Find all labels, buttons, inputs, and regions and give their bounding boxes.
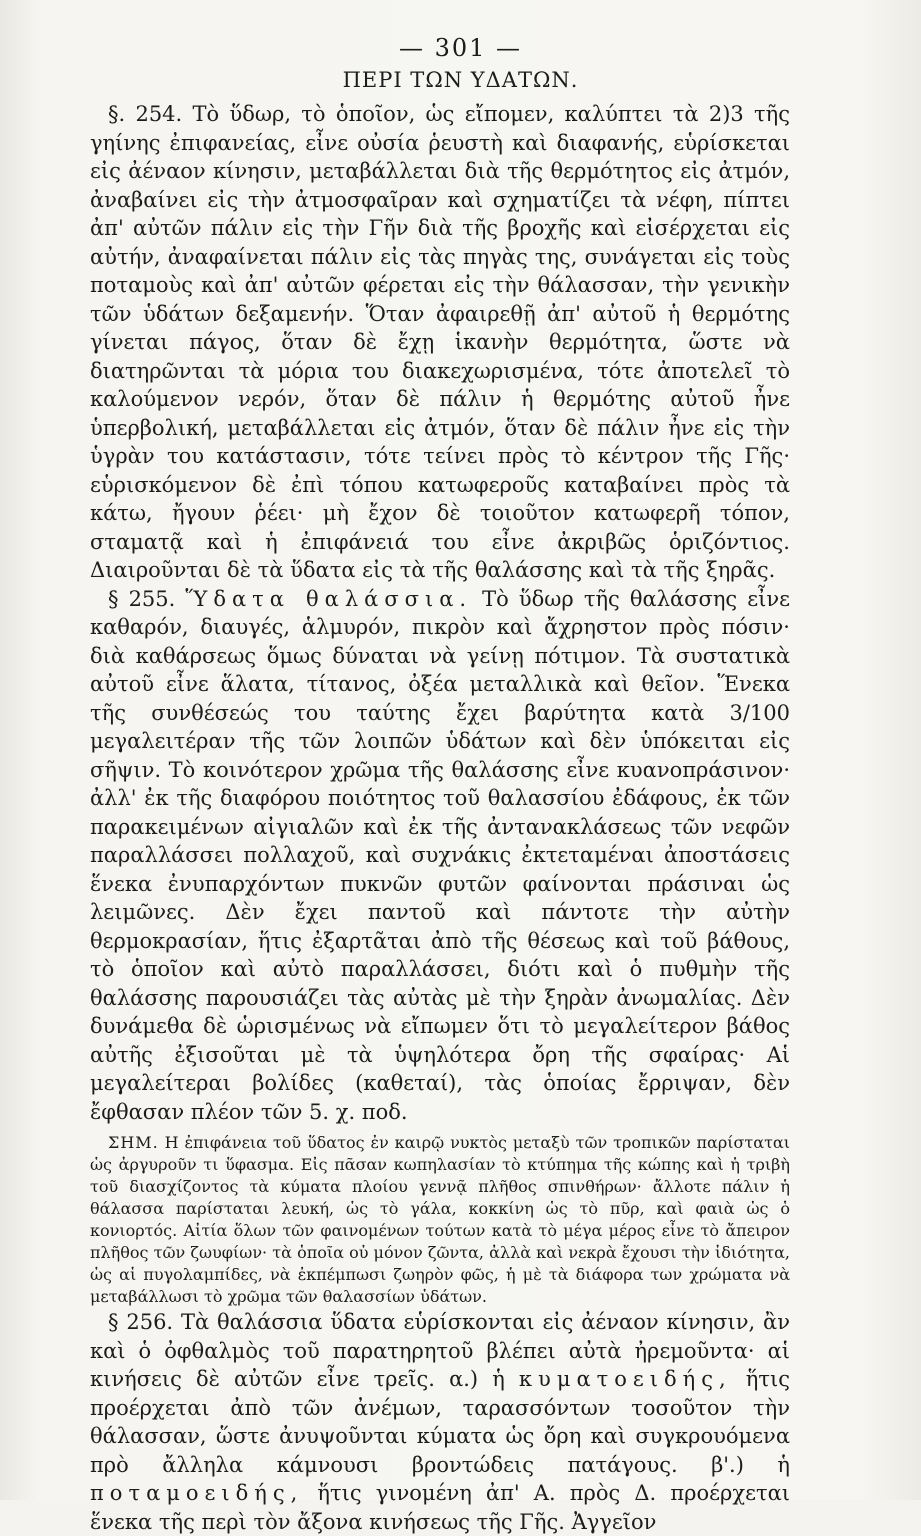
page-body	[90, 100, 790, 1536]
page-number: — 301 —	[398, 34, 523, 62]
paragraph-text: Τὸ ὕδωρ τῆς θαλάσσης εἶνε καθαρόν, διαυγές, ἁλμυρόν, πικρὸν καὶ ἄχρηστον πρὸς πόσιν· διὰ καθάρσεως ὅμως δύναται νὰ γείνῃ πότιμον. Τὰ συστατικὰ αὐτοῦ εἶνε ἅλατα, τίτανος, ὀξέα μεταλλικὰ καὶ θεῖον. Ἕνεκα τῆς συνθέσεώς του ταύτης ἔχει βαρύτητα κατὰ 3/100 μεγαλειτέραν τῆς τῶν λοιπῶν ὑδάτων καὶ δὲν ὑπόκειται εἰς σῆψιν. Τὸ κοινότερον χρῶμα τῆς θαλάσσης εἶνε κυανοπράσινον· ἀλλ' ἐκ τῆς διαφόρου ποιότητος τοῦ θαλασσίου ἐδάφους, ἐκ τῶν παρακειμένων αἰγιαλῶν καὶ ἐκ τῆς ἀντανακλάσεως τῶν νεφῶν παραλλάσσει πολλαχοῦ, καὶ συχνάκις ἐκτεταμέναι ἀποστάσεις ἕνεκα ἐνυπαρχόντων πυκνῶν φυτῶν φαίνονται πράσιναι ὡς λειμῶνες. Δὲν ἔχει παντοῦ καὶ πάντοτε τὴν αὐτὴν θερμοκρασίαν, ἥτις ἐξαρτᾶται ἀπὸ τῆς θέσεως καὶ τοῦ βάθους, τὸ ὁποῖον καὶ αὐτὸ παραλλάσσει, διότι καὶ ὁ πυθμὴν τῆς θαλάσσης παρουσιάζει τὰς αὐτὰς μὲ τὴν ξηρὰν ἀνωμαλίας. Δὲν δυνάμεθα δὲ ὡρισμένως νὰ εἴπωμεν ὅτι τὸ μεγαλείτερον βάθος αὐτῆς ἐξισοῦται μὲ τὰ ὑψηλότερα ὄρη τῆς σφαίρας· Αἱ μεγαλείτεραι βολίδες (καθεταί), τὰς ὁποίας ἔρριψαν, δὲν ἔφθασαν πλέον τῶν 5. χ. ποδ.	[90, 586, 791, 1124]
footnote-text: Η ἐπιφάνεια τοῦ ὕδατος ἐν καιρῷ νυκτὸς μεταξὺ τῶν τροπικῶν παρίσταται ὡς ἀργυροῦν τι ὕφασμα. Εἰς πᾶσαν κωπηλασίαν τὸ κτύπημα τῆς κώπης καὶ ἡ τριβὴ τοῦ διασχίζοντος τὰ κύματα πλοίου γεννᾷ πλῆθος σπινθήρων· ἄλλοτε πάλιν ἡ θάλασσα παρίσταται λευκή, ὡς τὸ γάλα, κοκκίνη ὡς τὸ πῦρ, καὶ φαιὰ ὡς ὁ κονιορτός. Αἰτία ὅλων τῶν φαινομένων τούτων κατὰ τὸ μέγα μέρος εἶνε τὸ ἄπειρον πλῆθος τῶν ζωυφίων· τὰ ὁποῖα οὐ μόνον ζῶντα, ἀλλὰ καὶ νεκρὰ ἔχουσι τὴν ἰδιότητα, ὡς αἱ πυγολαμπίδες, νὰ ἐκπέμπωσι ζωηρὸν φῶς, ἡ μὲ τὰ διάφορα των χρώματα νὰ μεταβάλλωσι τὸ χρῶμα τῶν θαλασσίων ὑδάτων.	[90, 1133, 790, 1306]
spaced-heading: Ὕδατα θαλάσσια.	[185, 586, 473, 611]
footnote-label: ΣΗΜ.	[108, 1133, 159, 1152]
paragraph-lead: § 256. Τὰ θαλάσσια ὕδατα εὑρίσκονται εἰς ἀέναον κίνησιν, ἂν καὶ ὁ ὀφθαλμὸς τοῦ παρατηρητοῦ βλέπει αὐτὰ ἠρεμοῦντα· αἱ κινήσεις δὲ αὐτῶν εἶνε τρεῖς. α.) ἡ	[90, 1310, 790, 1391]
paragraph-254: §. 254. Τὸ ὕδωρ, τὸ ὁποῖον, ὡς εἴπομεν, καλύπτει τὰ 2)3 τῆς γηίνης ἐπιφανείας, εἶνε οὐσία ῥευστὴ καὶ διαφανής, εὑρίσκεται εἰς ἀέναον κίνησιν, μεταβάλλεται διὰ τῆς θερμότητος εἰς ἀτμόν, ἀναβαίνει εἰς τὴν ἀτμοσφαῖραν καὶ σχηματίζει τὰ νέφη, πίπτει ἀπ' αὐτῶν πάλιν εἰς τὴν Γῆν διὰ τῆς βροχῆς καὶ εἰσέρχεται εἰς αὐτήν, ἀναφαίνεται πάλιν εἰς τὰς πηγὰς της, συνάγεται εἰς τοὺς ποταμοὺς καὶ ἀπ' αὐτῶν φέρεται εἰς τὴν θάλασσαν, τὴν γενικὴν τῶν ὑδάτων δεξαμενήν. Ὅταν ἀφαιρεθῇ ἀπ' αὐτοῦ ἡ θερμότης γίνεται πάγος, ὅταν δὲ ἔχῃ ἱκανὴν θερμότητα, ὥστε νὰ διατηρῶνται τὰ μόρια του διακεχωρισμένα, τότε ἀποτελεῖ τὸ καλούμενον νερόν, ὅταν δὲ πάλιν ἡ θερμότης αὐτοῦ ἦνε ὑπερβολική, μεταβάλλεται εἰς ἀτμόν, ὅταν δὲ πάλιν ἦνε εἰς τὴν ὑγρὰν του κατάστασιν, τότε τείνει πρὸς τὸ κέντρον τῆς Γῆς· εὑρισκόμενον δὲ ἐπὶ τόπου κατωφεροῦς καταβαίνει πρὸς τὰ κάτω, ἤγουν ῥέει· μὴ ἔχον δὲ τοιοῦτον κατωφερῆ τόπον, σταματᾷ καὶ ἡ ἐπιφάνειά του εἶνε ἀκριβῶς ὁριζόντιος. Διαιροῦνται δὲ τὰ ὕδατα εἰς τὰ τῆς θαλάσσης καὶ τὰ τῆς ξηρᾶς.	[90, 102, 790, 582]
paragraph-256	[90, 1308, 790, 1536]
paragraph-mid: ἥτις προέρχεται ἀπὸ τῶν ἀνέμων, ταρασσόντων τοσοῦτον τὴν θάλασσαν, ὥστε ἀνυψοῦνται κύματα ὡς ὄρη καὶ συγκρουόμενα πρὸ ἄλληλα κάμνουσι βροντώδεις πατάγους. β'.) ἡ	[90, 1367, 790, 1477]
spaced-term-2: ποταμοειδής,	[90, 1481, 304, 1505]
section-title: ΠΕΡΙ ΤΩΝ ΥΔΑΤΩΝ.	[342, 68, 579, 92]
paragraph-tail: ἥτις γινομένη ἀπ' Α. πρὸς Δ. προέρχεται ἕνεκα τῆς περὶ τὸν ἄξονα κινήσεως τῆς Γῆς. Ἀγγεῖον	[90, 1481, 790, 1534]
paragraph-255	[90, 585, 790, 1127]
section-marker: § 255.	[108, 586, 186, 611]
footnote	[90, 1132, 790, 1308]
spaced-term-1: κυματοειδής,	[518, 1367, 732, 1391]
